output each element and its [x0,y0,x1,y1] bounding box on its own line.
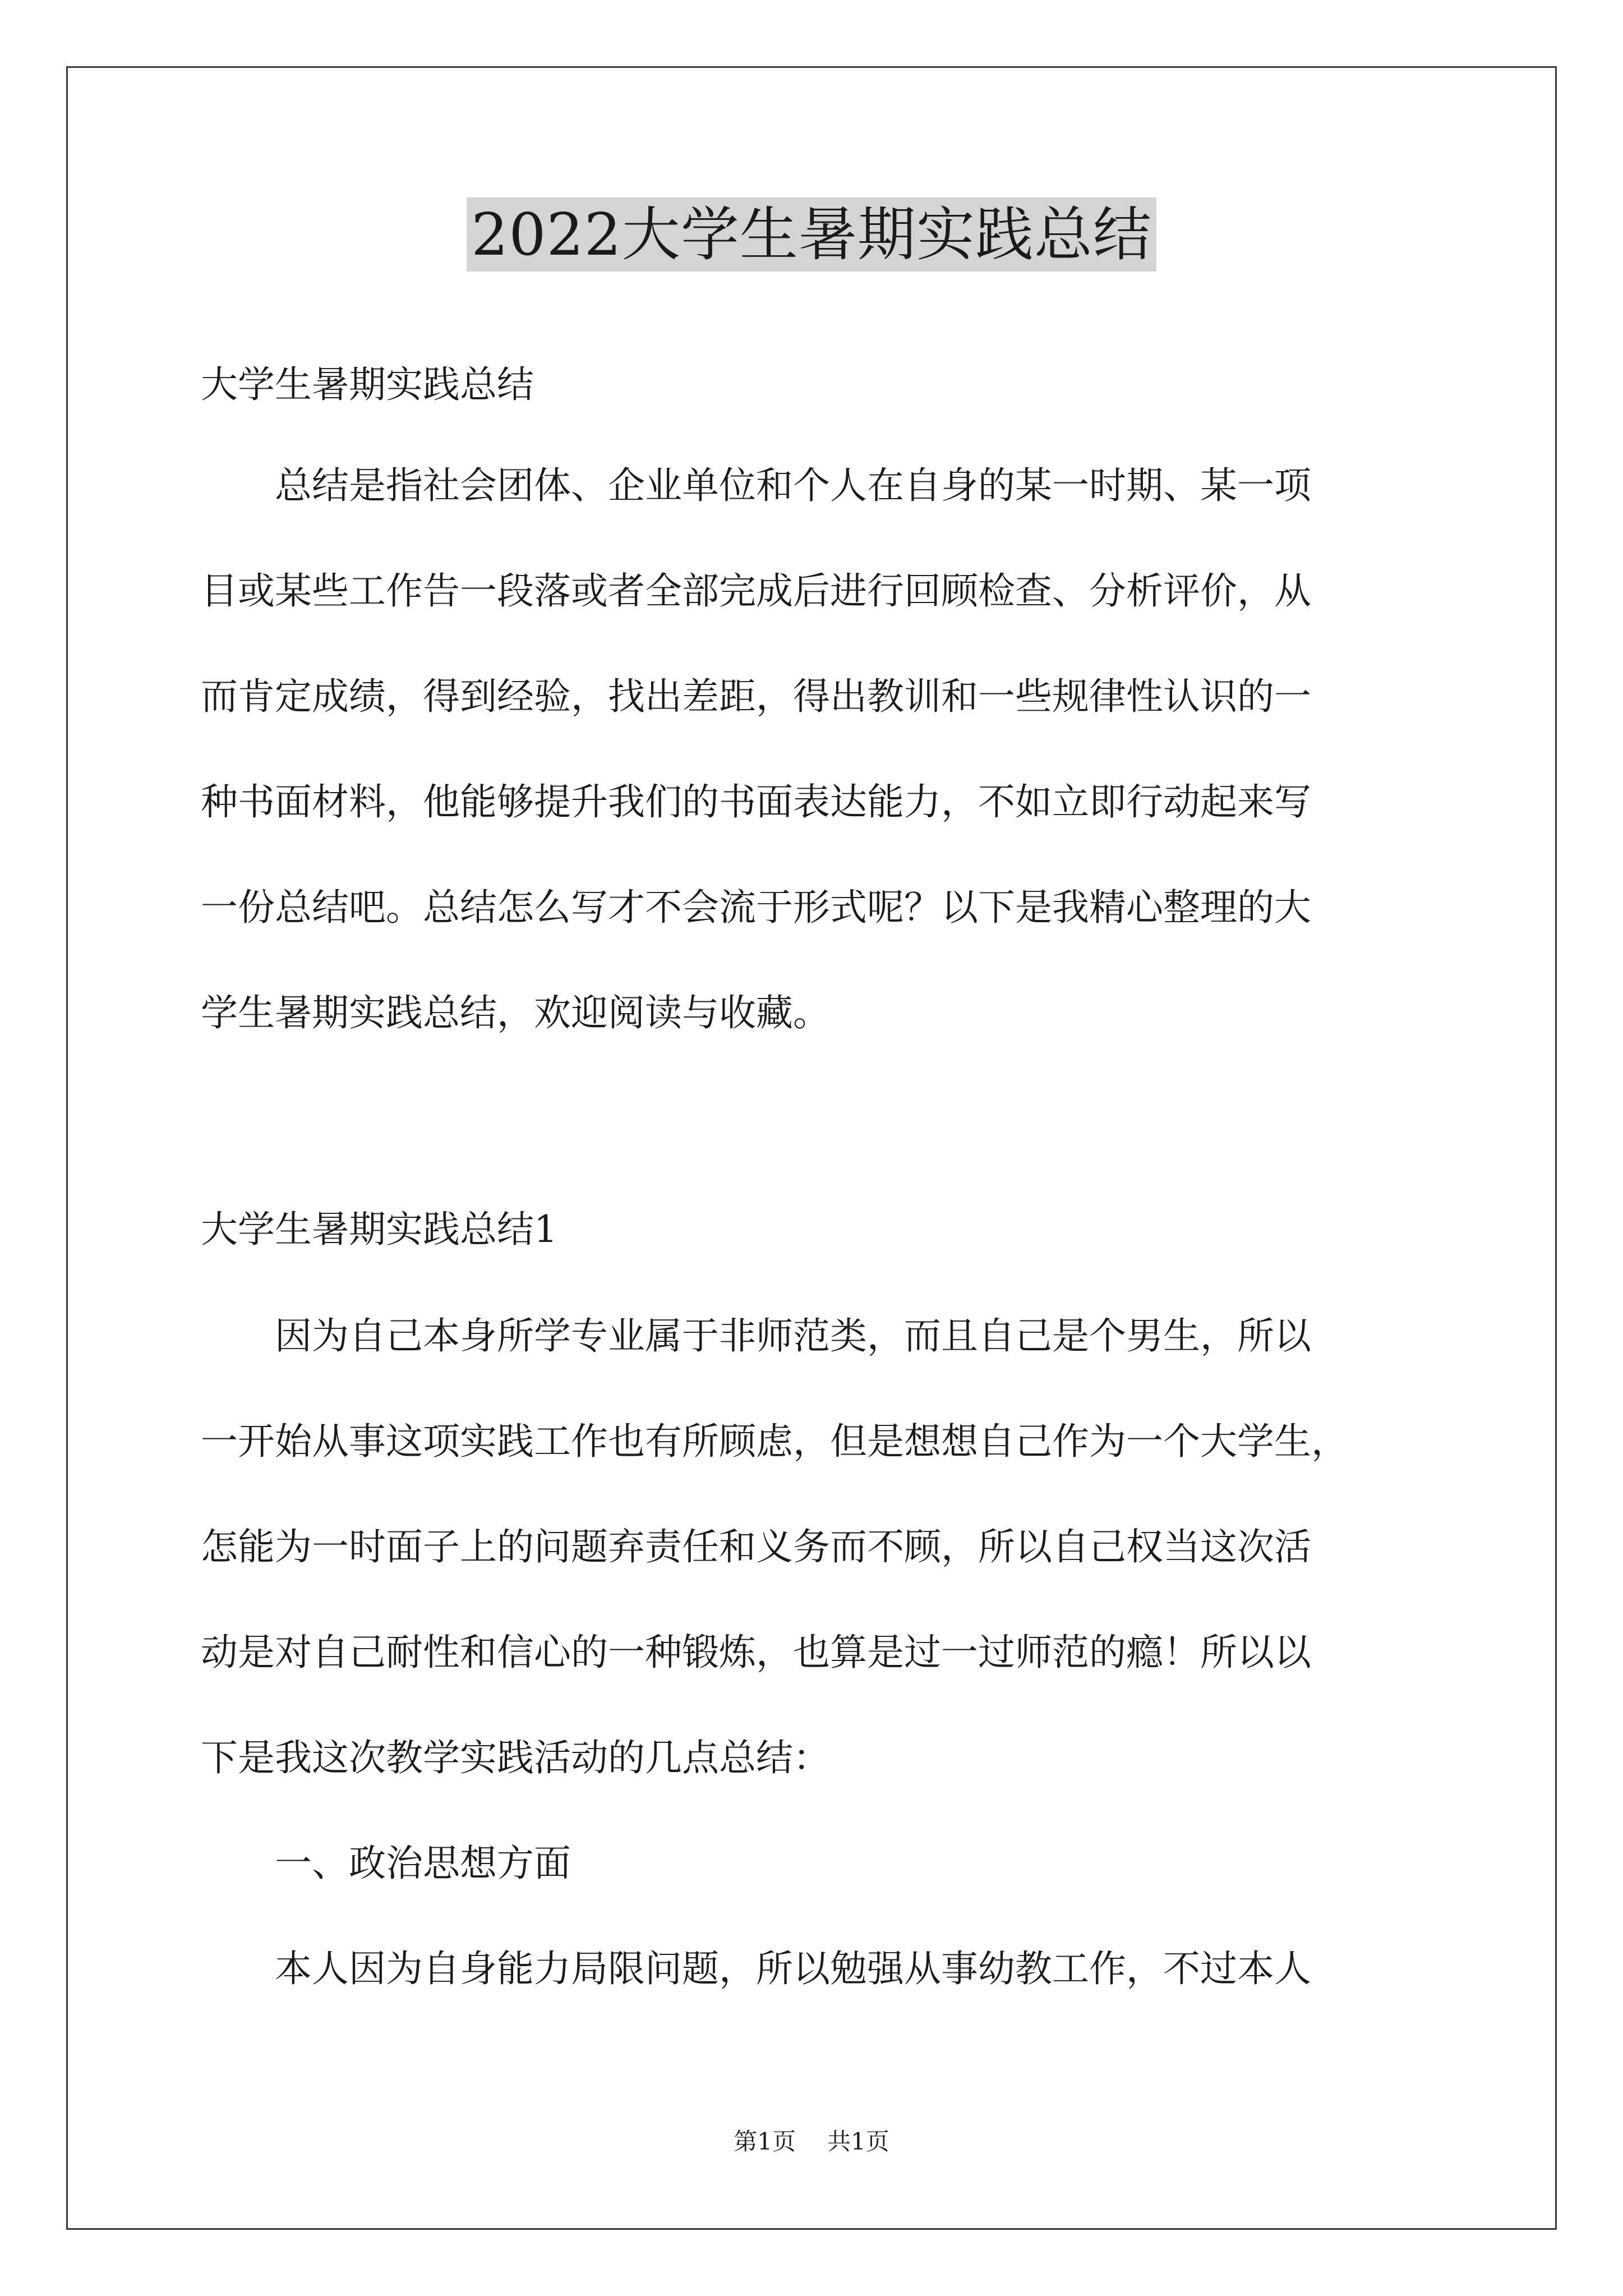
section-line-5: 下是我这次教学实践活动的几点总结： [201,1736,830,1779]
subheading-politics: 一、政治思想方面 [201,1842,571,1885]
section-line-2: 一开始从事这项实践工作也有所顾虑，但是想想自己作为一个大学生， [201,1420,1348,1463]
section-heading-1: 大学生暑期实践总结1 [201,1208,557,1251]
title-wrap [0,197,1623,272]
section-line-3: 怎能为一时面子上的问题弃责任和义务而不顾，所以自己权当这次活 [201,1525,1311,1568]
intro-line-1: 总结是指社会团体、企业单位和个人在自身的某一时期、某一项 [201,464,1311,507]
intro-line-3: 而肯定成绩，得到经验，找出差距，得出教训和一些规律性认识的一 [201,675,1311,718]
intro-line-6: 学生暑期实践总结，欢迎阅读与收藏。 [201,991,830,1034]
page-total-label: 共1页 [827,2128,889,2155]
intro-line-2: 目或某些工作告一段落或者全部完成后进行回顾检查、分析评价，从 [201,569,1311,613]
page-footer [0,2126,1623,2157]
intro-line-5: 一份总结吧。总结怎么写才不会流于形式呢？以下是我精心整理的大 [201,886,1311,929]
subtitle-line: 大学生暑期实践总结 [201,363,534,406]
section-line-1: 因为自己本身所学专业属于非师范类，而且自己是个男生，所以 [201,1314,1311,1358]
page-number-label: 第1页 [734,2128,796,2155]
section-line-6: 本人因为自身能力局限问题，所以勉强从事幼教工作，不过本人 [201,1947,1311,1990]
document-title: 2022大学生暑期实践总结 [467,197,1156,272]
intro-line-4: 种书面材料，他能够提升我们的书面表达能力，不如立即行动起来写 [201,780,1311,823]
section-line-4: 动是对自己耐性和信心的一种锻炼，也算是过一过师范的瘾！所以以 [201,1631,1311,1674]
